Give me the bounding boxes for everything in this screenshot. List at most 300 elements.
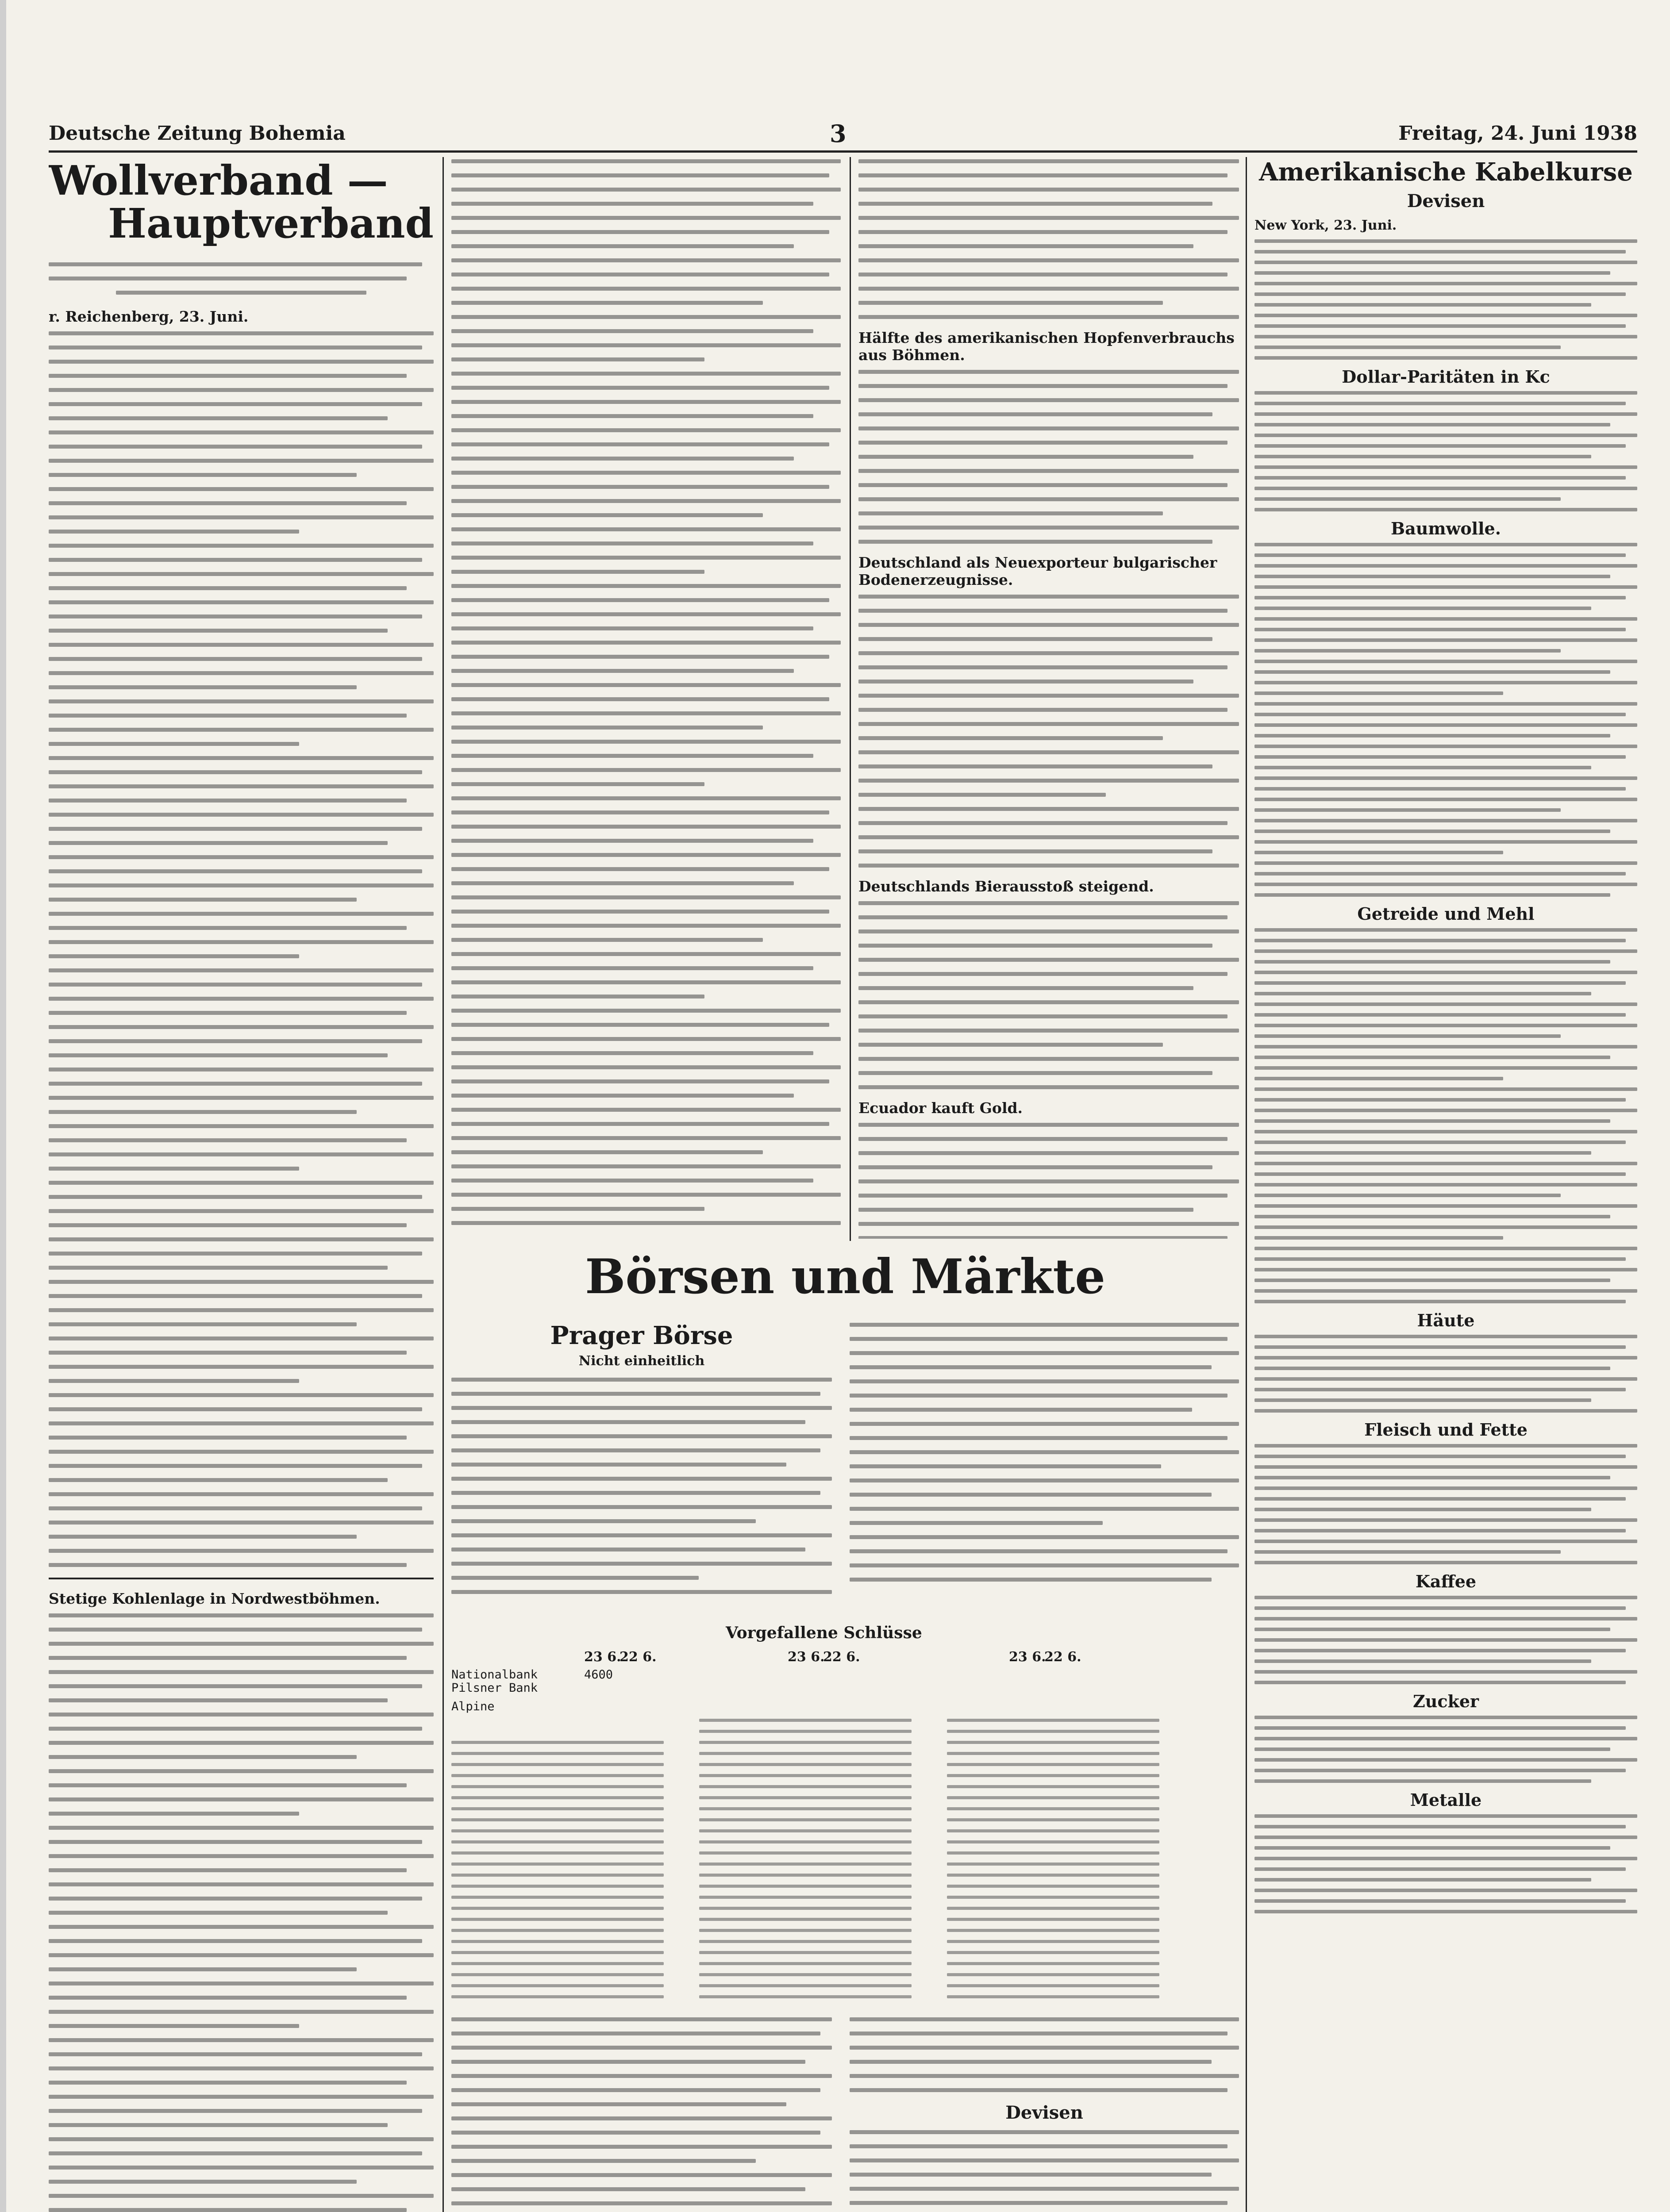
fleisch-subhead: Fleisch und Fette — [1364, 1419, 1528, 1440]
text-line — [1254, 1345, 1626, 1349]
zucker-subhead: Zucker — [1412, 1691, 1479, 1711]
text-line — [850, 1563, 1239, 1567]
text-line — [858, 370, 1239, 374]
text-line — [1254, 465, 1637, 469]
text-line — [858, 384, 1227, 388]
text-line — [451, 2131, 820, 2135]
text-line — [49, 1769, 434, 1773]
text-line — [1254, 1141, 1626, 1144]
text-line — [1254, 928, 1637, 932]
text-line — [49, 2052, 422, 2056]
text-line — [1254, 575, 1610, 578]
text-line — [858, 412, 1212, 416]
text-line — [49, 813, 434, 817]
text-line — [858, 441, 1227, 445]
table-row-line — [451, 1796, 664, 1799]
text-line — [451, 2173, 832, 2177]
text-line — [850, 1464, 1161, 1468]
text-line — [1254, 292, 1626, 296]
text-line — [850, 1578, 1212, 1582]
text-line — [858, 1137, 1227, 1141]
text-line — [451, 216, 841, 220]
text-line — [49, 1082, 422, 1086]
article-body — [1254, 391, 1637, 511]
text-line — [1254, 1194, 1561, 1197]
text-line — [451, 2032, 820, 2035]
text-line — [850, 1549, 1227, 1553]
text-line — [49, 742, 299, 746]
text-line — [850, 2060, 1212, 2064]
text-line — [858, 986, 1193, 990]
text-line — [1254, 649, 1561, 653]
text-line — [1254, 745, 1637, 748]
text-line — [451, 726, 763, 730]
text-line — [451, 626, 813, 630]
table-row-line — [947, 1951, 1159, 1954]
text-line — [1254, 1444, 1637, 1448]
text-line — [850, 1351, 1239, 1355]
text-line — [49, 1755, 357, 1759]
text-line — [451, 598, 829, 602]
text-line — [49, 643, 434, 647]
table-row-line — [699, 1962, 912, 1965]
text-line — [1254, 1649, 1626, 1652]
dateline: r. Reichenberg, 23. Juni. — [49, 308, 249, 326]
text-line — [1254, 734, 1610, 737]
text-line — [451, 2060, 805, 2064]
text-line — [49, 515, 434, 519]
text-line — [850, 1394, 1227, 1398]
column-4 — [1254, 159, 1637, 2212]
text-line — [451, 584, 841, 588]
text-line — [1254, 1056, 1610, 1059]
text-line — [451, 768, 841, 772]
text-line — [1254, 508, 1637, 511]
text-line — [1254, 497, 1561, 501]
text-line — [49, 1096, 434, 1100]
text-line — [451, 2116, 832, 2120]
text-line — [451, 995, 704, 998]
text-line — [49, 1152, 434, 1156]
text-line — [451, 1122, 829, 1126]
text-line — [451, 782, 704, 786]
table-row-line — [699, 1763, 912, 1766]
text-line — [858, 665, 1227, 669]
text-line — [451, 641, 841, 645]
table-row-line — [451, 1741, 664, 1744]
article-body — [858, 901, 1239, 1089]
text-line — [858, 1085, 1239, 1089]
text-line — [1254, 1183, 1637, 1187]
text-line — [850, 1479, 1239, 1482]
text-line — [1254, 1388, 1626, 1391]
text-line — [1254, 1540, 1637, 1543]
text-line — [1254, 585, 1637, 589]
col-header-b: 22 6. — [1044, 1649, 1081, 1665]
text-line — [858, 315, 1239, 319]
haeute-subhead: Häute — [1417, 1310, 1475, 1330]
text-line — [49, 968, 434, 972]
table-row-line — [699, 1863, 912, 1866]
table-row-line — [947, 1719, 1159, 1722]
text-line — [49, 1492, 434, 1496]
text-line — [858, 511, 1163, 515]
text-line — [49, 1882, 434, 1886]
text-line — [451, 527, 841, 531]
text-line — [1254, 670, 1610, 674]
table-row-line — [451, 1840, 664, 1843]
text-line — [49, 544, 434, 548]
text-line — [1254, 1670, 1637, 1674]
text-line — [451, 952, 841, 956]
text-line — [49, 1393, 434, 1397]
text-line — [451, 513, 763, 517]
text-line — [1254, 893, 1610, 897]
table-row-line — [699, 1741, 912, 1744]
text-line — [850, 1493, 1212, 1497]
text-line — [49, 841, 388, 845]
table-row-line — [699, 1785, 912, 1788]
text-line — [49, 1868, 407, 1872]
text-line — [49, 869, 422, 873]
text-line — [850, 1337, 1227, 1341]
text-line — [1254, 1409, 1637, 1413]
text-line — [49, 1996, 407, 2000]
text-line — [451, 796, 841, 800]
text-line — [49, 1209, 434, 1213]
text-line — [49, 2151, 422, 2155]
text-line — [49, 1478, 388, 1482]
text-line — [1254, 1225, 1637, 1229]
text-line — [49, 558, 422, 562]
text-line — [451, 1009, 841, 1013]
table-row-line — [947, 1940, 1159, 1943]
text-line — [1254, 766, 1591, 769]
text-line — [451, 910, 829, 914]
text-line — [49, 1336, 434, 1340]
text-line — [49, 1237, 434, 1241]
getreide-subhead: Getreide und Mehl — [1357, 903, 1535, 924]
table-row-line — [947, 1807, 1159, 1810]
text-line — [858, 455, 1193, 459]
table-row-line — [451, 1774, 664, 1777]
text-line — [451, 1051, 813, 1055]
headline-wollverband: Wollverband — — [49, 159, 388, 204]
text-line — [49, 1068, 434, 1071]
item-heading: Ecuador kauft Gold. — [858, 1099, 1023, 1117]
text-line — [49, 1280, 434, 1284]
table-row-line — [947, 1995, 1159, 1998]
text-line — [451, 428, 841, 432]
table-row-line — [699, 1885, 912, 1888]
text-line — [49, 1167, 299, 1171]
text-line — [858, 595, 1239, 599]
text-line — [49, 1797, 434, 1801]
text-line — [850, 1365, 1212, 1369]
table-row-line — [947, 1752, 1159, 1755]
text-line — [49, 1826, 434, 1830]
text-line — [49, 1124, 434, 1128]
text-line — [49, 530, 299, 534]
text-line — [858, 1222, 1239, 1226]
text-line — [49, 445, 422, 449]
article-body — [858, 159, 1239, 319]
text-line — [858, 694, 1239, 698]
text-line — [49, 2095, 434, 2099]
article-body — [858, 370, 1239, 544]
table-row-line — [699, 1918, 912, 1921]
text-line — [1254, 1606, 1626, 1610]
boerse-banner: Börsen und Märkte — [585, 1252, 1105, 1305]
text-line — [451, 485, 829, 489]
col-header-a: 23 6. — [1009, 1649, 1046, 1665]
text-line — [1254, 1617, 1637, 1621]
article-body — [451, 1378, 832, 1594]
text-line — [1254, 1268, 1637, 1271]
text-line — [451, 683, 841, 687]
prager-boerse-column-right — [850, 1323, 1239, 1615]
text-line — [1254, 1825, 1626, 1828]
table-row-line — [947, 1829, 1159, 1832]
row-name: Pilsner Bank — [451, 1681, 538, 1695]
text-line — [1254, 1335, 1637, 1338]
text-line — [451, 315, 841, 319]
text-line — [858, 609, 1227, 613]
text-line — [451, 1420, 805, 1424]
text-line — [1254, 1465, 1637, 1469]
text-line — [49, 1365, 434, 1369]
text-line — [49, 1897, 422, 1901]
text-line — [49, 2010, 434, 2014]
text-line — [49, 2109, 422, 2113]
item-heading: Stetige Kohlenlage in Nordwestböhmen. — [49, 1590, 380, 1608]
text-line — [451, 273, 829, 276]
table-row-line — [699, 1984, 912, 1987]
text-line — [1254, 939, 1626, 942]
text-line — [49, 1939, 422, 1943]
text-line — [1254, 1398, 1591, 1402]
table-row-line — [451, 1995, 664, 1998]
text-line — [1254, 1659, 1591, 1663]
text-line — [1254, 1066, 1637, 1070]
text-line — [49, 1982, 434, 1985]
text-line — [451, 1533, 832, 1537]
devisen-subhead: Devisen — [1407, 190, 1485, 211]
text-line — [451, 810, 829, 814]
text-line — [850, 2017, 1239, 2021]
text-line — [1254, 1910, 1637, 1913]
text-line — [1254, 324, 1626, 328]
text-line — [1254, 1130, 1637, 1133]
schluesse-table — [451, 1624, 1239, 2008]
text-line — [49, 855, 434, 859]
text-line — [858, 915, 1227, 919]
text-line — [1254, 1508, 1591, 1511]
table-row-line — [699, 1730, 912, 1733]
text-line — [858, 849, 1212, 853]
text-line — [451, 1037, 841, 1041]
text-line — [49, 1039, 422, 1043]
text-line — [1254, 1151, 1591, 1155]
text-line — [1254, 787, 1626, 791]
text-line — [858, 708, 1227, 712]
text-line — [858, 1000, 1239, 1004]
col-header-b: 22 6. — [823, 1649, 860, 1665]
text-line — [49, 1911, 388, 1915]
text-line — [1254, 1257, 1626, 1261]
text-line — [1254, 1289, 1637, 1293]
text-line — [858, 1014, 1227, 1018]
text-line — [858, 469, 1239, 473]
table-row-line — [451, 1907, 664, 1910]
text-line — [1254, 1529, 1626, 1532]
text-line — [49, 954, 299, 958]
text-line — [858, 835, 1239, 839]
text-line — [1254, 1162, 1637, 1165]
text-line — [49, 1322, 357, 1326]
article-body — [1254, 928, 1637, 1303]
table-row-line — [451, 1863, 664, 1866]
text-line — [1254, 1455, 1626, 1458]
text-line — [451, 400, 841, 404]
text-line — [1254, 356, 1637, 360]
text-line — [1254, 1878, 1591, 1882]
table-row-line — [947, 1929, 1159, 1932]
text-line — [49, 883, 434, 887]
text-line — [858, 680, 1193, 684]
text-line — [451, 1406, 832, 1410]
text-line — [451, 966, 813, 970]
text-line — [1254, 1899, 1626, 1903]
table-row-line — [451, 1807, 664, 1810]
table-row-line — [947, 1774, 1159, 1777]
table-row-line — [699, 1807, 912, 1810]
text-line — [1254, 476, 1626, 480]
text-line — [1254, 872, 1626, 876]
text-line — [451, 159, 841, 163]
text-line — [858, 1179, 1239, 1183]
text-line — [858, 764, 1212, 768]
table-row — [451, 1681, 538, 1695]
text-line — [49, 1379, 299, 1383]
text-line — [451, 1548, 805, 1551]
text-line — [858, 173, 1227, 177]
text-line — [1254, 1596, 1637, 1599]
table-row-line — [947, 1741, 1159, 1744]
text-line — [1254, 1497, 1626, 1501]
text-line — [858, 637, 1212, 641]
text-line — [1254, 830, 1610, 833]
text-line — [451, 2187, 805, 2191]
text-line — [858, 779, 1239, 783]
text-line — [451, 2201, 832, 2205]
text-line — [1254, 960, 1610, 964]
table-row — [451, 1668, 538, 1682]
text-line — [451, 1207, 704, 1211]
item-heading: Deutschlands Bierausstoß steigend. — [858, 878, 1154, 895]
text-line — [1254, 1857, 1637, 1860]
article-body — [1254, 1716, 1637, 1783]
text-line — [49, 600, 434, 604]
text-line — [1254, 819, 1637, 822]
text-line — [451, 414, 813, 418]
text-line — [49, 2024, 299, 2028]
devisen-column — [850, 2017, 1239, 2212]
text-line — [850, 2144, 1227, 2148]
text-line — [858, 216, 1239, 220]
text-line — [1254, 607, 1591, 610]
text-line — [451, 754, 813, 758]
table-row-line — [947, 1796, 1159, 1799]
text-line — [858, 736, 1163, 740]
text-line — [858, 944, 1212, 948]
table-row-line — [451, 1951, 664, 1954]
text-line — [1254, 1367, 1610, 1370]
text-line — [858, 273, 1227, 276]
text-line — [451, 2159, 756, 2163]
text-line — [1254, 1737, 1637, 1740]
text-line — [451, 1590, 832, 1594]
text-line — [49, 2166, 434, 2170]
text-line — [858, 426, 1239, 430]
text-line — [858, 258, 1239, 262]
paper-name: Deutsche Zeitung Bohemia — [49, 122, 346, 145]
text-line — [1254, 1024, 1637, 1027]
text-line — [451, 1193, 841, 1197]
table-title: Vorgefallene Schlüsse — [726, 1624, 922, 1642]
text-line — [49, 1421, 434, 1425]
table-row-line — [699, 1719, 912, 1722]
text-line — [451, 711, 841, 715]
text-line — [858, 623, 1239, 627]
text-line — [1254, 1779, 1591, 1783]
table-row-line — [699, 1752, 912, 1755]
text-line — [49, 1252, 422, 1256]
text-line — [49, 912, 434, 916]
text-line — [1254, 1172, 1626, 1176]
text-line — [451, 2074, 832, 2078]
text-line — [49, 430, 434, 434]
text-line — [1254, 1486, 1637, 1490]
table-row-line — [451, 1785, 664, 1788]
text-line — [451, 1392, 820, 1396]
table-row-line — [451, 1829, 664, 1832]
table-row-line — [451, 1984, 664, 1987]
text-line — [1254, 303, 1591, 307]
text-line — [49, 1195, 422, 1199]
text-line — [49, 1684, 422, 1688]
text-line — [49, 416, 388, 420]
text-line — [451, 1477, 832, 1481]
text-line — [49, 1925, 434, 1929]
text-line — [1254, 1215, 1610, 1218]
text-line — [1254, 261, 1637, 264]
text-line — [858, 483, 1227, 487]
text-line — [49, 1110, 357, 1114]
text-line — [858, 958, 1239, 962]
table-row-line — [699, 1896, 912, 1899]
text-line — [49, 1854, 434, 1858]
text-line — [451, 258, 841, 262]
text-line — [1254, 628, 1626, 631]
text-line — [49, 2038, 434, 2042]
text-line — [1254, 271, 1610, 275]
text-line — [49, 1840, 422, 1844]
article-body — [49, 1613, 434, 2212]
text-line — [850, 1379, 1239, 1383]
dateline: New York, 23. Juni. — [1254, 217, 1397, 233]
text-line — [850, 2074, 1239, 2078]
